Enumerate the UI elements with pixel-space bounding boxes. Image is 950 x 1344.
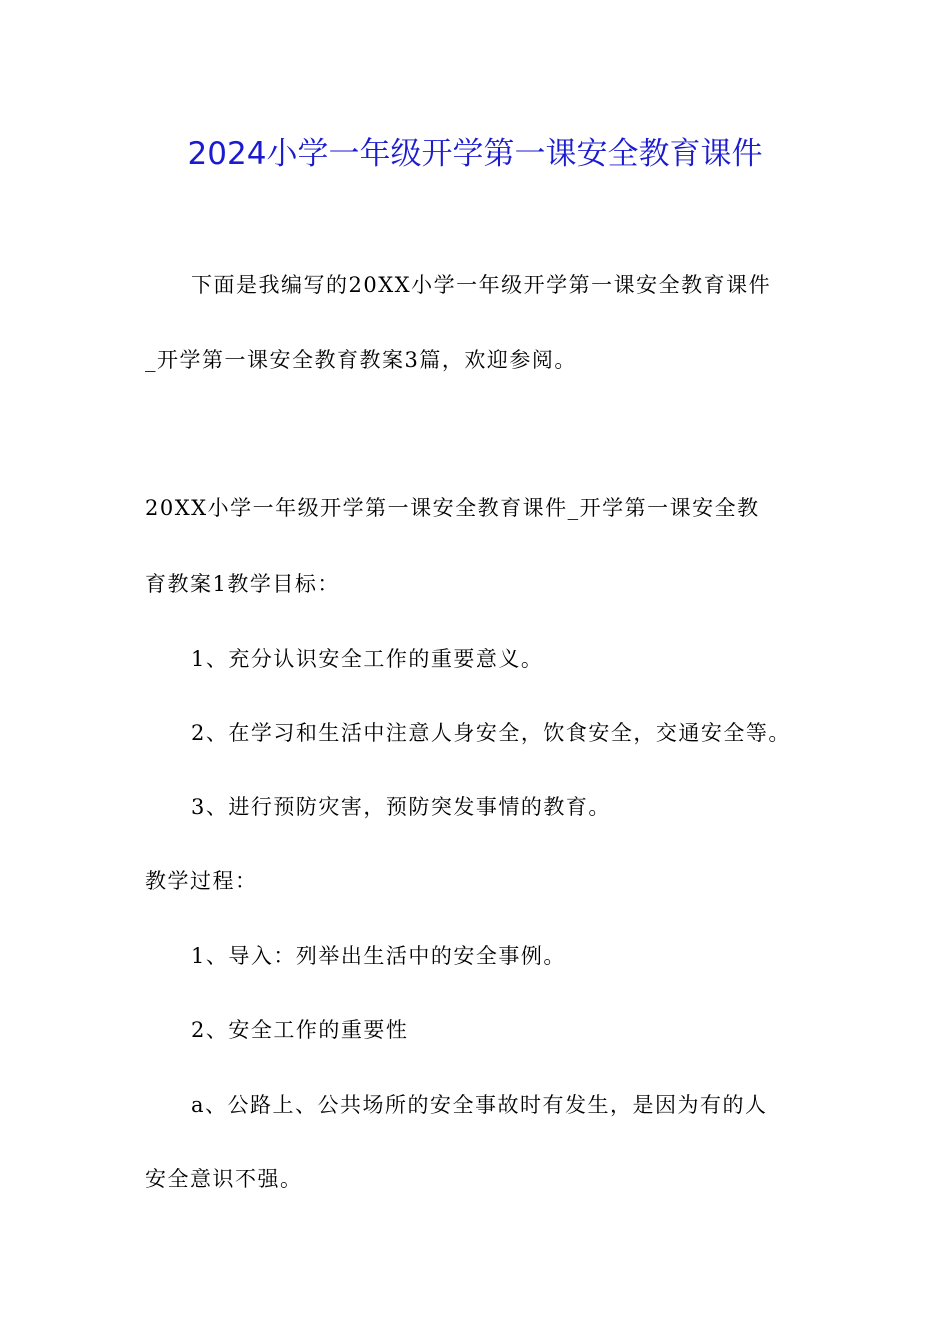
process-subitem-a-line-2: 安全意识不强。 [145, 1167, 303, 1191]
goal-item-3: 3、进行预防灾害，预防突发事情的教育。 [191, 795, 611, 819]
process-heading: 教学过程： [145, 869, 258, 893]
process-item-2: 2、安全工作的重要性 [191, 1018, 409, 1042]
paragraph-intro-line-2: _开学第一课安全教育教案3篇，欢迎参阅。 [145, 348, 577, 372]
section-heading-line-2: 育教案1教学目标： [145, 572, 340, 596]
process-subitem-a-line-1: a、公路上、公共场所的安全事故时有发生，是因为有的人 [191, 1093, 768, 1117]
process-item-1: 1、导入：列举出生活中的安全事例。 [191, 944, 566, 968]
goal-item-2: 2、在学习和生活中注意人身安全，饮食安全，交通安全等。 [191, 721, 791, 745]
goal-item-1: 1、充分认识安全工作的重要意义。 [191, 647, 544, 671]
document-title: 2024小学一年级开学第一课安全教育课件 [187, 136, 763, 172]
section-heading-line-1: 20XX小学一年级开学第一课安全教育课件_开学第一课安全教 [145, 496, 760, 520]
paragraph-intro-line-1: 下面是我编写的20XX小学一年级开学第一课安全教育课件 [191, 273, 772, 297]
